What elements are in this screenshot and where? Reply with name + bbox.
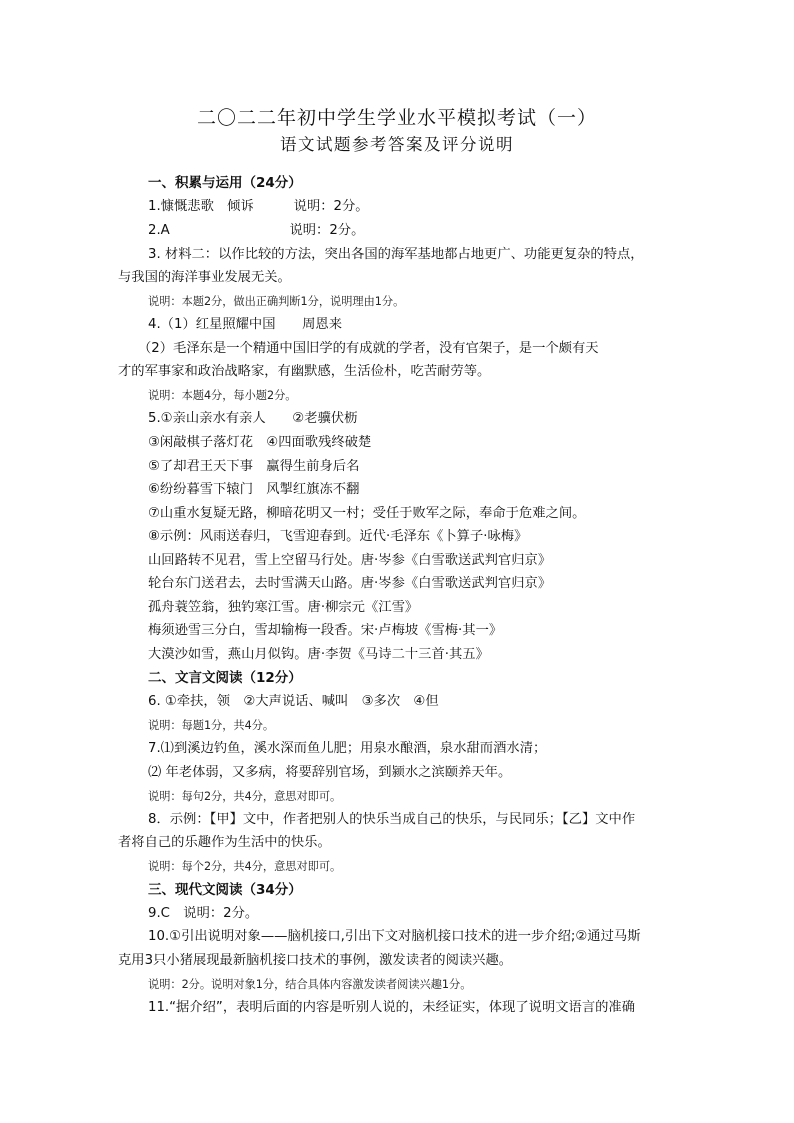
answer-line: 10.①引出说明对象——脑机接口,引出下文对脑机接口技术的进一步介绍;②通过马斯 xyxy=(148,929,641,944)
answer-line: 8．示例：【甲】文中，作者把别人的快乐当成自己的快乐，与民同乐；【乙】文中作 xyxy=(148,812,636,827)
answer-line: ⑥纷纷暮雪下辕门 风掣红旗冻不翻 xyxy=(148,482,360,497)
answer-line: 9.C 说明：2分。 xyxy=(148,906,259,921)
answer-line: ⑧示例：风雨送春归，飞雪迎春到。近代·毛泽东《卜算子·咏梅》 xyxy=(148,529,528,544)
scoring-note: 说明：本题4分，每小题2分。 xyxy=(148,389,297,402)
answer-line: 7.⑴到溪边钓鱼，溪水深而鱼儿肥；用泉水酿酒，泉水甜而酒水清； xyxy=(148,741,547,756)
section-heading-3: 三、现代文阅读（34分） xyxy=(148,882,302,898)
answer-line: 5.①亲山亲水有亲人 ②老骥伏枥 xyxy=(148,411,358,426)
scoring-note: 说明：2分。说明对象1分，结合具体内容激发读者阅读兴趣1分。 xyxy=(148,978,472,991)
scoring-note: 说明：每句2分，共4分，意思对即可。 xyxy=(148,790,342,803)
answer-line: 3. 材料二：以作比较的方法，突出各国的海军基地都占地更广、功能更复杂的特点， xyxy=(148,247,644,262)
answer-line: 4.（1）红星照耀中国 周恩来 xyxy=(148,317,343,332)
answer-line: 1.慷慨悲歌 倾诉 说明：2分。 xyxy=(148,199,369,214)
answer-line: ⑤了却君王天下事 赢得生前身后名 xyxy=(148,459,360,474)
section-heading-1: 一、积累与运用（24分） xyxy=(148,175,302,191)
answer-line: ③闲敲棋子落灯花 ④四面歌残终破楚 xyxy=(148,435,372,450)
answer-line: （2）毛泽东是一个精通中国旧学的有成就的学者，没有官架子，是一个颇有天 xyxy=(138,341,599,356)
answer-line: 与我国的海洋事业发展无关。 xyxy=(118,270,291,285)
answer-line: ⑵ 年老体弱，又多病，将要辞别官场，到颍水之滨颐养天年。 xyxy=(148,765,512,780)
answer-line: 梅须逊雪三分白，雪却输梅一段香。宋·卢梅坡《雪梅·其一》 xyxy=(148,623,503,638)
scoring-note: 说明：本题2分，做出正确判断1分，说明理由1分。 xyxy=(148,295,405,308)
answer-line: 才的军事家和政治战略家，有幽默感，生活俭朴，吃苦耐劳等。 xyxy=(118,364,491,379)
scoring-note: 说明：每个2分，共4分，意思对即可。 xyxy=(148,860,342,873)
answer-line: 孤舟蓑笠翁，独钓寒江雪。唐·柳宗元《江雪》 xyxy=(148,600,419,615)
answer-line: ⑦山重水复疑无路，柳暗花明又一村；受任于败军之际，奉命于危难之间。 xyxy=(148,506,586,521)
answer-line: 11.“据介绍”，表明后面的内容是听别人说的，未经证实，体现了说明文语言的准确 xyxy=(148,1000,636,1015)
answer-line: 山回路转不见君，雪上空留马行处。唐·岑参《白雪歌送武判官归京》 xyxy=(148,553,552,568)
answer-line: 轮台东门送君去，去时雪满天山路。唐·岑参《白雪歌送武判官归京》 xyxy=(148,576,552,591)
answer-line: 者将自己的乐趣作为生活中的快乐。 xyxy=(118,835,331,850)
answer-line: 2.A 说明：2分。 xyxy=(148,223,365,238)
document-subtitle: 语文试题参考答案及评分说明 xyxy=(280,135,514,154)
answer-line: 大漠沙如雪，燕山月似钩。唐·李贺《马诗二十三首·其五》 xyxy=(148,647,489,662)
answer-line: 6. ①牵扶，领 ②大声说话、喊叫 ③多次 ④但 xyxy=(148,694,439,709)
document-title: 二〇二二年初中学生学业水平模拟考试（一） xyxy=(196,107,597,129)
section-heading-2: 二、文言文阅读（12分） xyxy=(148,670,302,686)
scoring-note: 说明：每题1分，共4分。 xyxy=(148,719,275,732)
answer-line: 克用3只小猪展现最新脑机接口技术的事例，激发读者的阅读兴趣。 xyxy=(118,953,513,968)
